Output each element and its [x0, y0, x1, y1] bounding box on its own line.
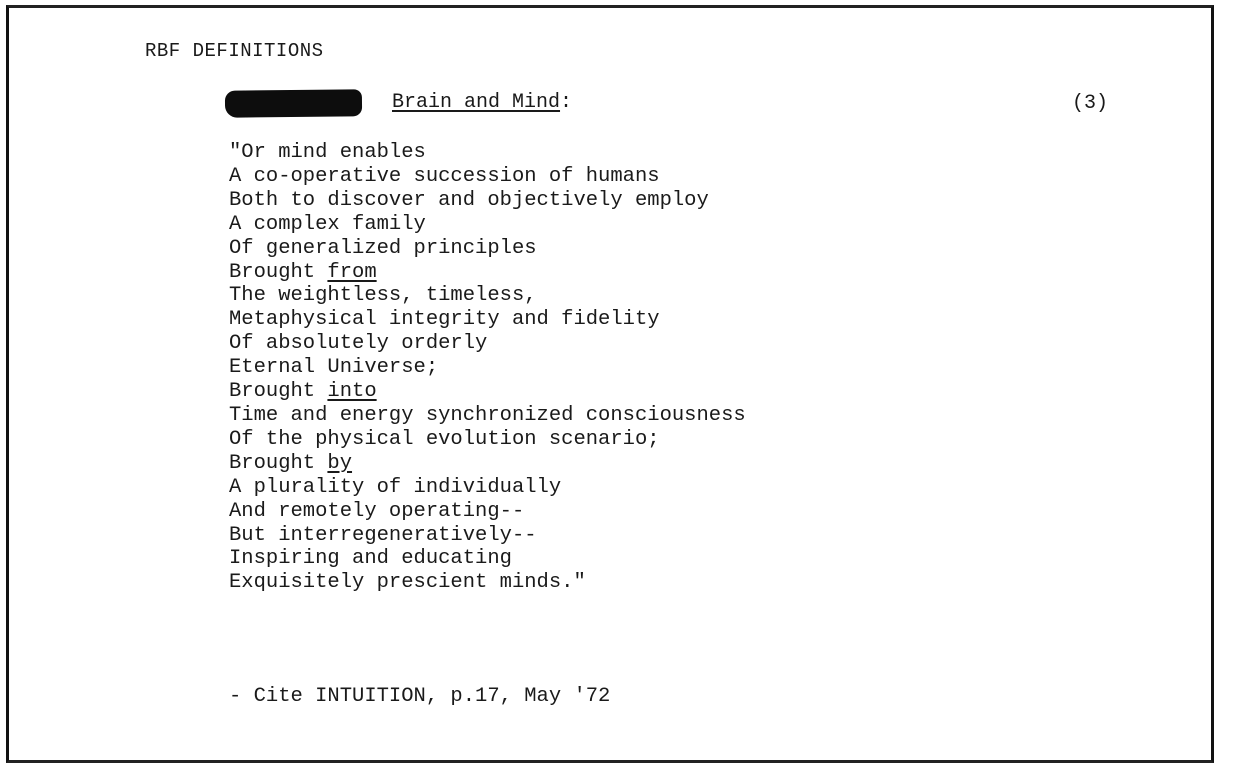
- poem-line: [229, 452, 746, 476]
- poem-line-prefix: Brought: [229, 380, 328, 404]
- poem-line: [229, 380, 746, 404]
- poem-line: Of generalized principles: [229, 236, 537, 260]
- poem-line: Inspiring and educating: [229, 547, 512, 571]
- poem-line: Both to discover and objectively employ: [229, 188, 709, 212]
- redaction-mark: [225, 89, 362, 117]
- page-number: (3): [1072, 92, 1109, 115]
- poem-line: Of absolutely orderly: [229, 332, 488, 356]
- section-title-colon: :: [560, 91, 573, 114]
- poem-line: Metaphysical integrity and fidelity: [229, 308, 660, 332]
- poem-line: [229, 261, 746, 285]
- poem-line: A co-operative succession of humans: [229, 164, 660, 188]
- poem-line: Exquisitely prescient minds.": [229, 571, 586, 595]
- poem-line: A plurality of individually: [229, 475, 562, 499]
- poem-line-emphasis: by: [327, 451, 353, 475]
- poem-line: Time and energy synchronized consciousness: [229, 403, 746, 427]
- citation: - Cite INTUITION, p.17, May '72: [229, 685, 611, 708]
- section-title: [392, 91, 572, 114]
- poem-line: But interregeneratively--: [229, 523, 537, 547]
- poem-line-prefix: Brought: [229, 260, 328, 284]
- section-title-text: Brain and Mind: [392, 91, 561, 114]
- poem-line: Eternal Universe;: [229, 356, 439, 380]
- poem-line: And remotely operating--: [229, 499, 525, 523]
- poem-text: [229, 141, 746, 595]
- poem-line-emphasis: from: [327, 260, 377, 284]
- poem-line: Of the physical evolution scenario;: [229, 427, 660, 451]
- poem-line: A complex family: [229, 212, 426, 236]
- poem-line: The weightless, timeless,: [229, 284, 537, 308]
- poem-line-prefix: Brought: [229, 451, 328, 475]
- poem-line: "Or mind enables: [229, 141, 426, 164]
- poem-line-emphasis: into: [327, 380, 377, 404]
- document-header: RBF DEFINITIONS: [145, 40, 324, 62]
